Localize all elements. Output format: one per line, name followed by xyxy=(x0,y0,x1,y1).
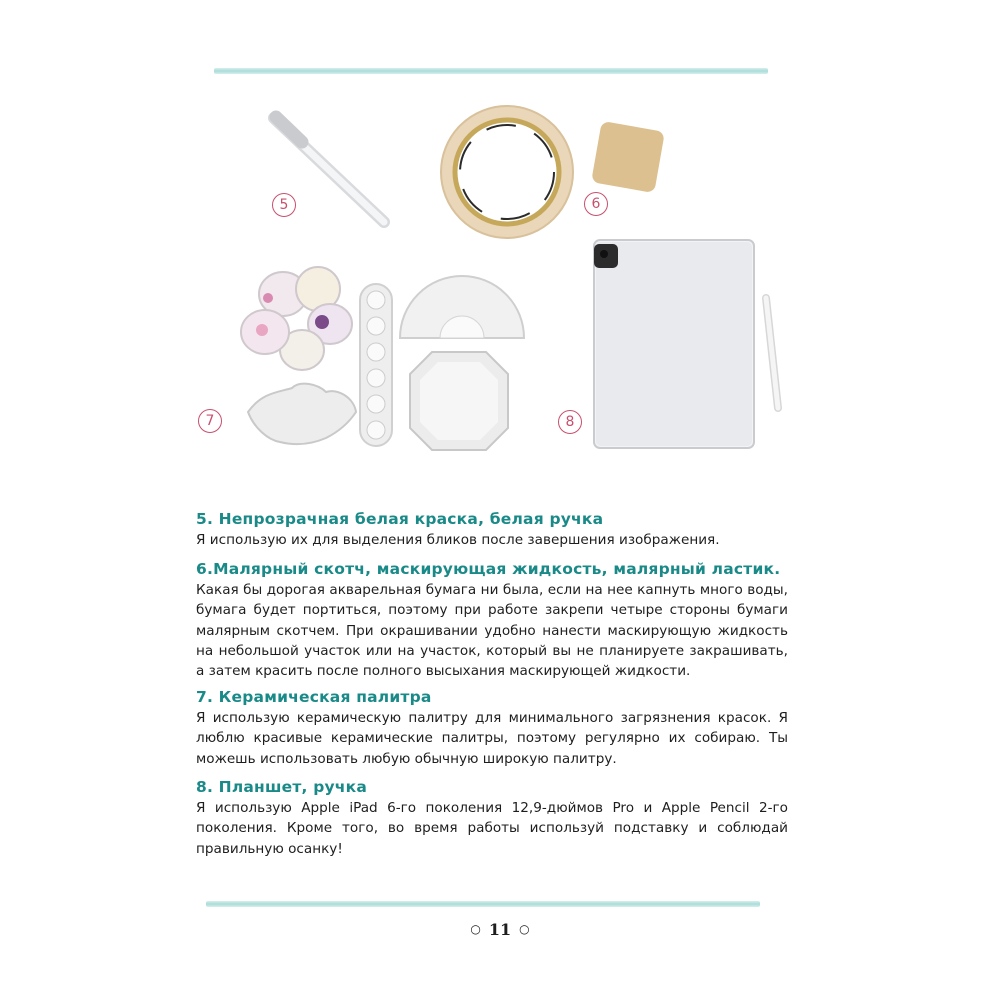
masking-tape-image xyxy=(441,106,573,238)
marker-8: 8 xyxy=(558,410,582,434)
octagon-palette-image xyxy=(410,352,508,450)
supplies-photo xyxy=(0,0,1000,480)
stylus-image xyxy=(766,298,778,408)
section-8-heading: 8. Планшет, ручка xyxy=(196,778,368,796)
fan-palette-image xyxy=(400,276,524,338)
section-8 xyxy=(196,776,788,859)
page-number-left-marker: ○ xyxy=(470,922,481,936)
marker-6: 6 xyxy=(584,192,608,216)
section-5-heading: 5. Непрозрачная белая краска, белая ручка xyxy=(196,510,604,528)
section-8-body: Я использую Apple iPad 6-го поколения 12,9-дюймов Pro и Apple Pencil 2-го поколения. Кроме того, во время работы используй подставку и соблюдай правильную осанку! xyxy=(196,800,788,857)
section-6 xyxy=(196,558,788,681)
section-5-body: Я использую их для выделения бликов после завершения изображения. xyxy=(196,532,720,548)
section-5 xyxy=(196,508,788,550)
section-6-heading: 6.Малярный скотч, маскирующая жидкость, малярный ластик. xyxy=(196,560,781,578)
tablet-image xyxy=(594,240,754,448)
marker-7: 7 xyxy=(198,409,222,433)
marker-5: 5 xyxy=(272,193,296,217)
section-6-body: Какая бы дорогая акварельная бумага ни была, если на нее капнуть много воды, бумага будет портиться, поэтому при работе закрепи четыре стороны бумаги малярным скотчем. При окрашивании удобно нанести маскирующую жидкость на небольшой участок или на участок, который вы не планируете закрашивать, а затем красить после полного высыхания маскирующей жидкости. xyxy=(196,582,788,680)
page-number-right-marker: ○ xyxy=(519,922,530,936)
section-7-body: Я использую керамическую палитру для минимального загрязнения красок. Я люблю красивые керамические палитры, поэтому регулярно их собираю. Ты можешь использовать любую обычную широкую палитру. xyxy=(196,710,788,767)
flower-palette-image xyxy=(241,267,352,370)
section-7-heading: 7. Керамическая палитра xyxy=(196,688,432,706)
page-number xyxy=(0,920,1000,939)
section-7 xyxy=(196,686,788,769)
leaf-palette-image xyxy=(248,384,356,444)
strip-palette-image xyxy=(360,284,392,446)
masking-eraser-image xyxy=(591,121,665,193)
page-number-value: 11 xyxy=(488,920,512,939)
bottom-decorative-rule xyxy=(206,901,760,907)
